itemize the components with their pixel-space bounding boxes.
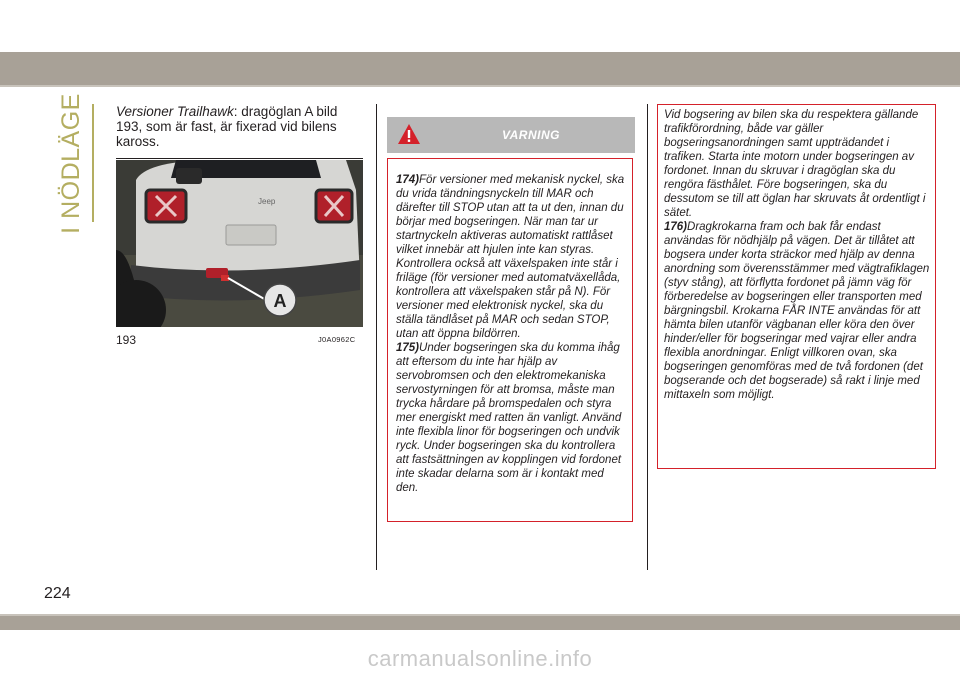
section-tab [54,92,88,234]
warning-text-174: För versioner med mekanisk nyckel, ska du vrida tändningsnyckeln till MAR och därefter till STOP utan att ta ut den, innan du börjar med bogseringen. När man tar ur startnyckeln aktiveras automatiskt rattlåset vilket innebär att hjulen inte kan styras. Kontrollera också att växelspaken inte står i friläge (för versioner med automatväxellåda, kontrollera att växelspaken står på N). För versioner med elektronisk nyckel, ska du ställa tändlåset på MAR och sedan STOP, utan att öppna bildörren. [396,174,625,340]
warning-text-175: Under bogseringen ska du komma ihåg att eftersom du inte har hjälp av servobromsen och den elektromekaniska servostyrningen för att bromsa, måste man trycka hårdare på bromspedalen och styra mer energiskt med ratten än vanligt. Använd inte flexibla linor för bogseringen och undvik ryck. Under bogseringen ska du kontrollera att fastsättningen av kopplingen vid fordonet inte skadar delarna som är i kontakt med den. [396,342,622,494]
figure-code: J0A0962C [318,335,356,344]
warning-paragraph-176 [664,220,931,402]
page-number: 224 [44,585,71,602]
column-divider [376,104,377,570]
warning-title: VARNING [502,128,560,142]
warning-ref-174: 174) [396,174,420,186]
intro-paragraph [116,104,366,149]
section-tab-rule [92,104,94,222]
warning-continued-box [657,104,936,469]
warning-box [387,158,633,522]
warning-header [387,117,635,153]
warning-ref-176: 176) [664,221,688,233]
warning-paragraph-175 [396,341,628,495]
top-band [0,0,960,52]
warning-text-176: Dragkrokarna fram och bak får endast användas för nödhjälp på vägen. Det är tillåtet att bogsera under korta sträckor med hjälp av denna anordning som överensstämmer med vägtrafiklagen (styv stång), att förflytta fordonet på jämn väg för förberedelse av bogseringen eller transporten med bärgningsbil. Krokarna FÅR INTE användas för att hämta bilen utanför vägbanan eller köra den över hinder/eller för bogseringar med vajrar eller andra flexibla anordningar. Enligt villkoren ovan, ska bogseringen genomföras med de två fordonen (det bogserande och det bogserade) så rakt i linje med mittaxeln som möjligt. [664,221,930,401]
figure-photo [116,160,363,327]
figure-number: 193 [116,333,137,347]
warning-paragraph-174 [396,173,628,341]
warning-ref-175: 175) [396,342,420,354]
callout-label: A [273,291,287,311]
jeep-rear-illustration [116,160,363,327]
svg-text:Jeep: Jeep [258,197,276,206]
footer-bar [0,616,960,630]
header-rule [0,85,960,87]
intro-italic: Versioner Trailhawk [116,104,234,119]
header-bar [0,52,960,85]
warning-triangle-icon [397,123,421,145]
section-tab-label: I NÖDLÄGE [56,92,85,234]
continued-paragraph: Vid bogsering av bilen ska du respektera gällande trafikförordning, både var gäller bogseringsanordningen samt uppträdandet i trafiken. Starta inte motorn under bogseringen av fordonet. Innan du skruvar i dragöglan ska du rengöra fästhålet. Före bogseringen, ska du dessutom se till att öglan har skruvats åt ordentligt i sätet. [664,109,926,219]
intro-text: : dragöglan A bild 193, som är fast, är fixerad vid bilens kaross. [116,104,338,149]
figure-rule [116,158,363,159]
column-divider [647,104,648,570]
watermark: carmanualsonline.info [367,646,593,671]
